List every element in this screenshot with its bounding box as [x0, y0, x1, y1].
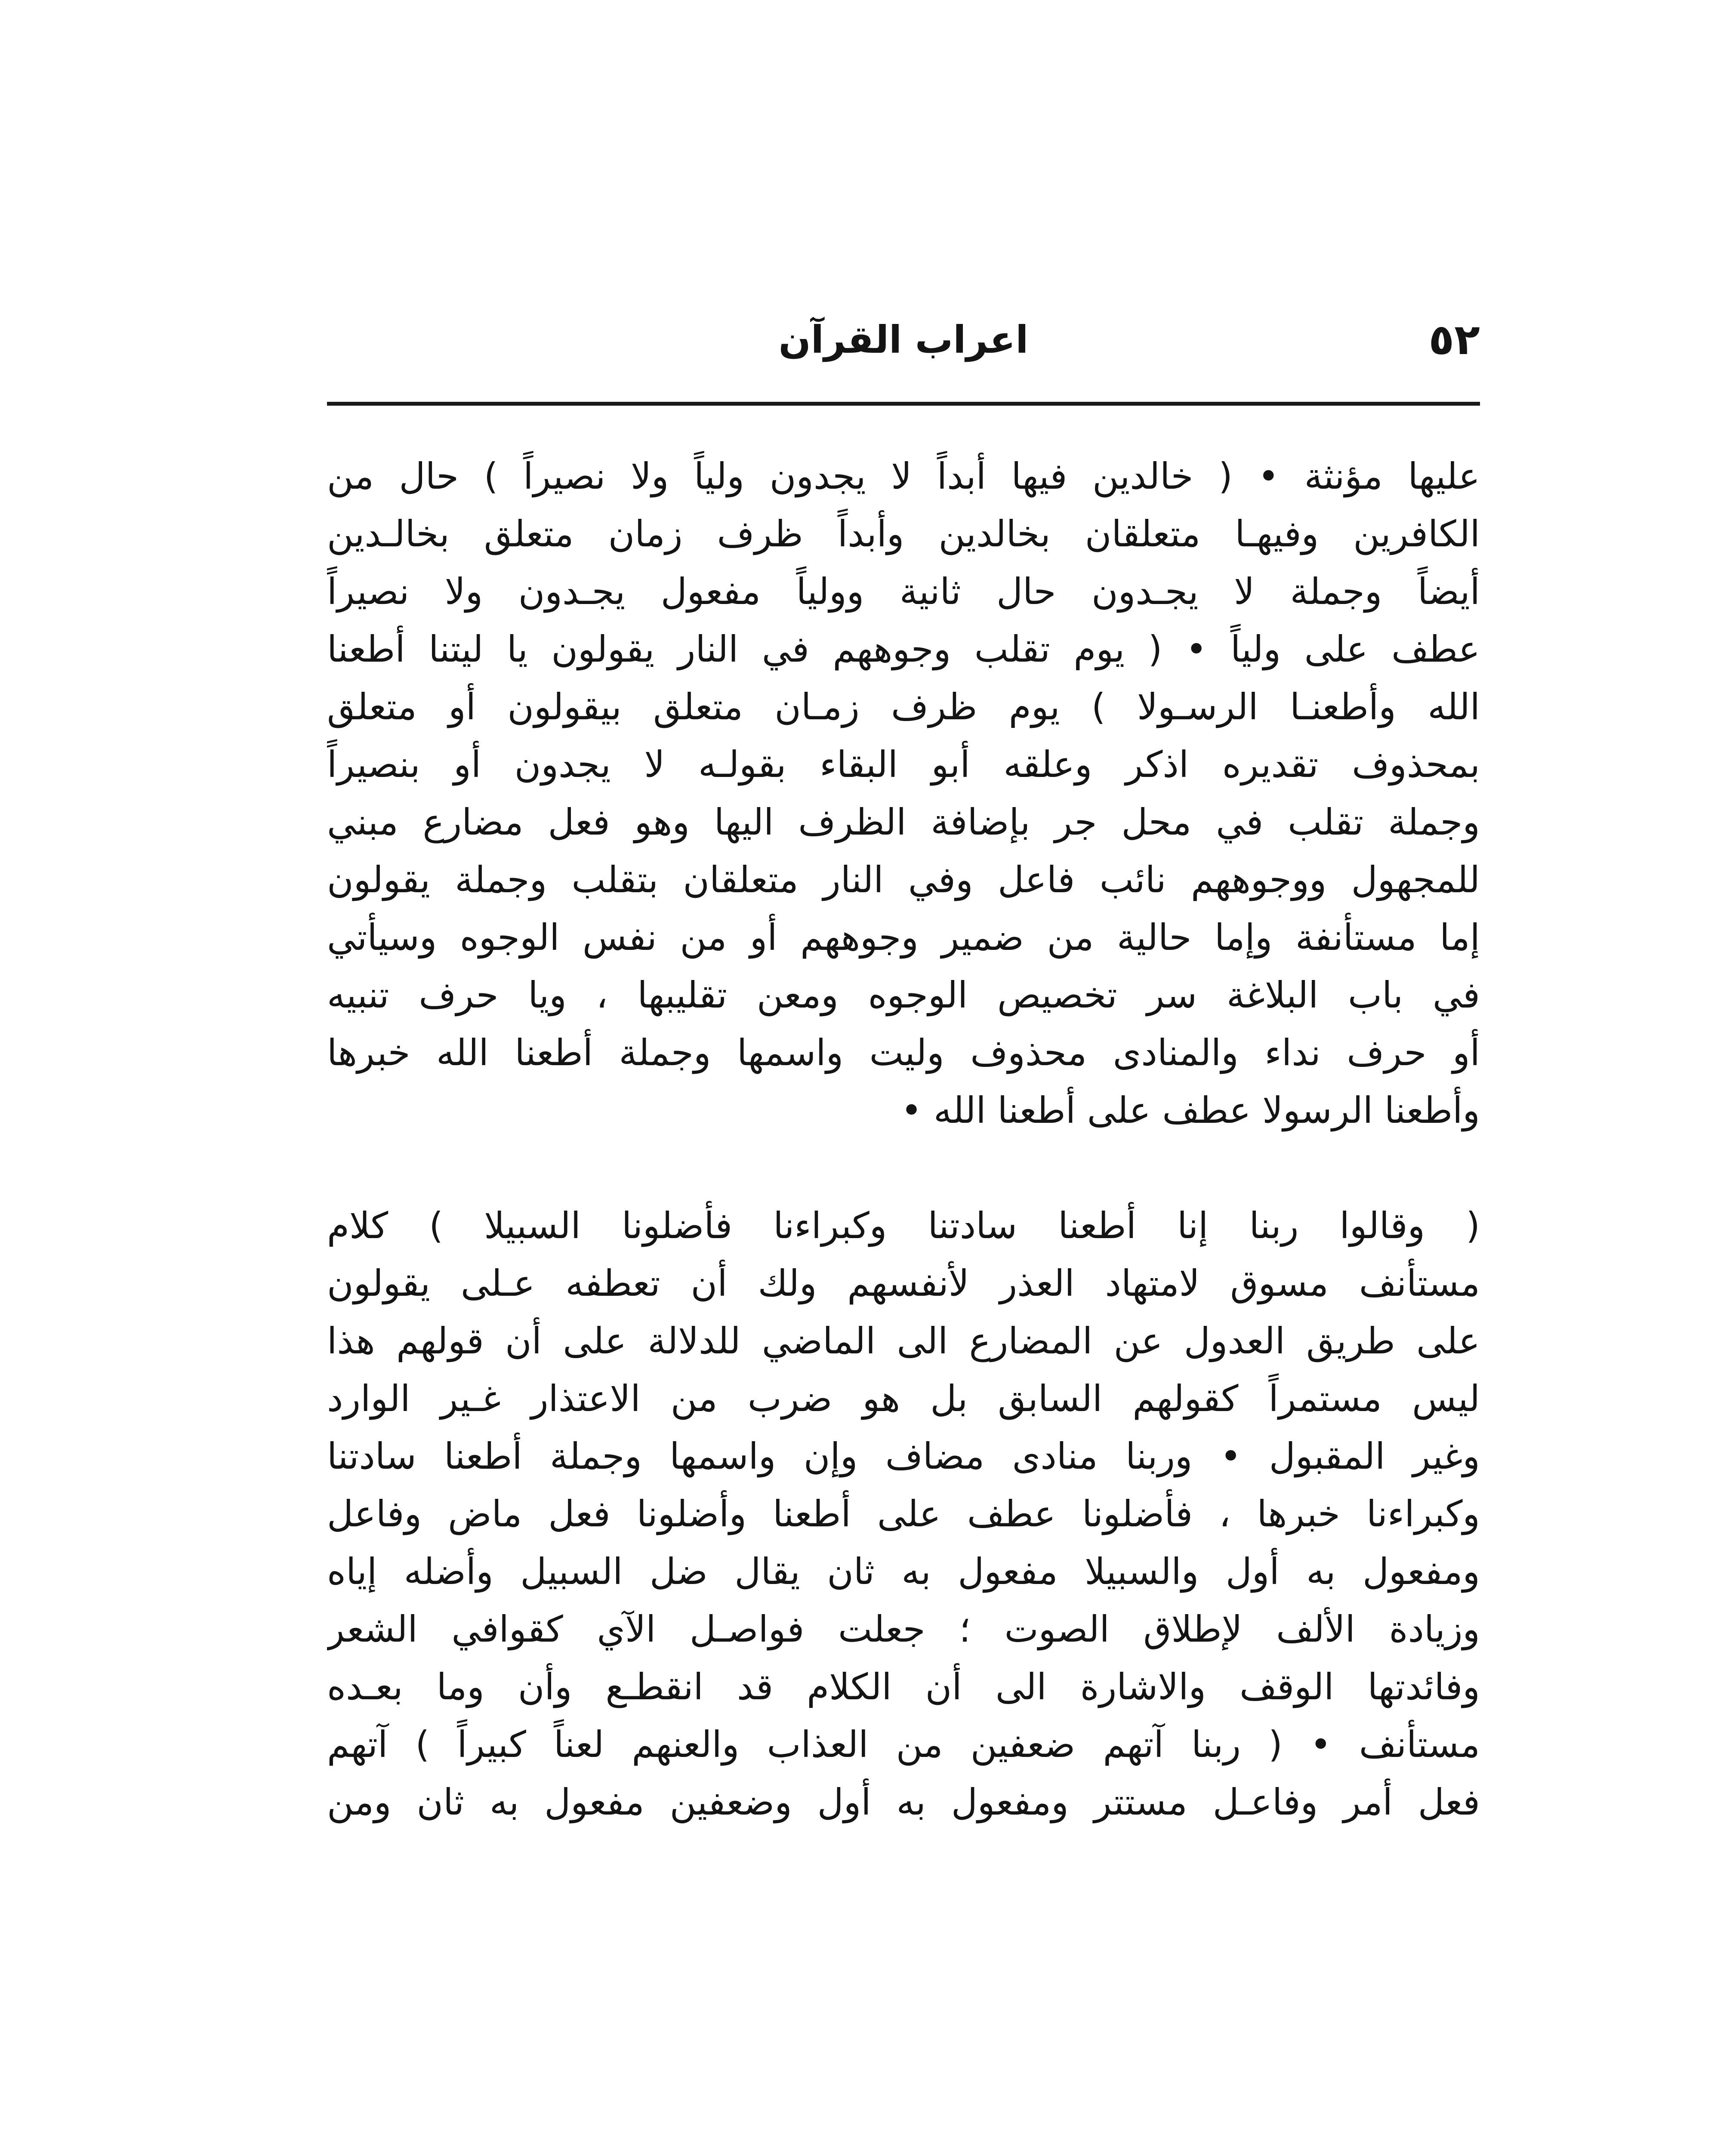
running-title: اعراب القرآن: [778, 317, 1029, 362]
text-line: في باب البلاغة سر تخصيص الوجوه ومعن تقليبها ، ويا حرف تنبيه: [327, 974, 1480, 1016]
text-line: وكبراءنا خبرها ، فأضلونا عطف على أطعنا وأضلونا فعل ماض وفاعل: [327, 1493, 1480, 1535]
page-header: [327, 310, 1480, 383]
text-line: وأطعنا الرسولا عطف على أطعنا الله •: [900, 1089, 1480, 1131]
text-line: وفائدتها الوقف والاشارة الى أن الكلام قد انقطـع وأن وما بعـده: [327, 1666, 1480, 1708]
header-rule: [327, 402, 1480, 406]
text-line: وزيادة الألف لإطلاق الصوت ؛ جعلت فواصـل الآي كقوافي الشعر: [327, 1608, 1480, 1650]
text-line: على طريق العدول عن المضارع الى الماضي للدلالة على أن قولهم هذا: [327, 1320, 1480, 1362]
text-line: فعل أمر وفاعـل مستتر ومفعول به أول وضعفين مفعول به ثان ومن: [327, 1781, 1480, 1823]
text-line: الكافرين وفيهـا متعلقان بخالدين وأبداً ظرف زمان متعلق بخالـدين: [327, 513, 1480, 555]
text-line: بمحذوف تقديره اذكر وعلقه أبو البقاء بقولـه لا يجدون أو بنصيراً: [327, 743, 1480, 786]
paragraph-2: [327, 1197, 1480, 1831]
body-text: [327, 447, 1480, 1831]
text-line: أيضاً وجملة لا يجـدون حال ثانية وولياً مفعول يجـدون ولا نصيراً: [327, 570, 1480, 613]
text-line: ليس مستمراً كقولهم السابق بل هو ضرب من الاعتذار غـير الوارد: [327, 1378, 1480, 1420]
text-line: وغير المقبول • وربنا منادى مضاف وإن واسمها وجملة أطعنا سادتنا: [327, 1435, 1480, 1477]
text-line: أو حرف نداء والمنادى محذوف وليت واسمها وجملة أطعنا الله خبرها: [327, 1032, 1480, 1074]
text-line: للمجهول ووجوههم نائب فاعل وفي النار متعلقان بتقلب وجملة يقولون: [327, 859, 1480, 901]
page-number: ٥٢: [1428, 315, 1480, 364]
text-line: مستأنف • ( ربنا آتهم ضعفين من العذاب والعنهم لعناً كبيراً ) آتهم: [327, 1723, 1480, 1766]
text-line: مستأنف مسوق لامتهاد العذر لأنفسهم ولك أن تعطفه عـلى يقولون: [327, 1262, 1480, 1304]
text-line: عليها مؤنثة • ( خالدين فيها أبداً لا يجدون ولياً ولا نصيراً ) حال من: [327, 455, 1480, 497]
paragraph-1: [327, 447, 1480, 1139]
text-line: ( وقالوا ربنا إنا أطعنا سادتنا وكبراءنا فأضلونا السبيلا ) كلام: [327, 1205, 1480, 1247]
text-line: وجملة تقلب في محل جر بإضافة الظرف اليها وهو فعل مضارع مبني: [327, 801, 1480, 843]
text-line: الله وأطعنـا الرسـولا ) يوم ظرف زمـان متعلق بيقولون أو متعلق: [327, 686, 1480, 728]
text-line: عطف على ولياً • ( يوم تقلب وجوههم في النار يقولون يا ليتنا أطعنا: [327, 628, 1480, 670]
text-line: إما مستأنفة وإما حالية من ضمير وجوههم أو من نفس الوجوه وسيأتي: [327, 916, 1480, 958]
text-line: ومفعول به أول والسبيلا مفعول به ثان يقال ضل السبيل وأضله إياه: [327, 1550, 1480, 1593]
paragraph-gap: [327, 1139, 1480, 1197]
